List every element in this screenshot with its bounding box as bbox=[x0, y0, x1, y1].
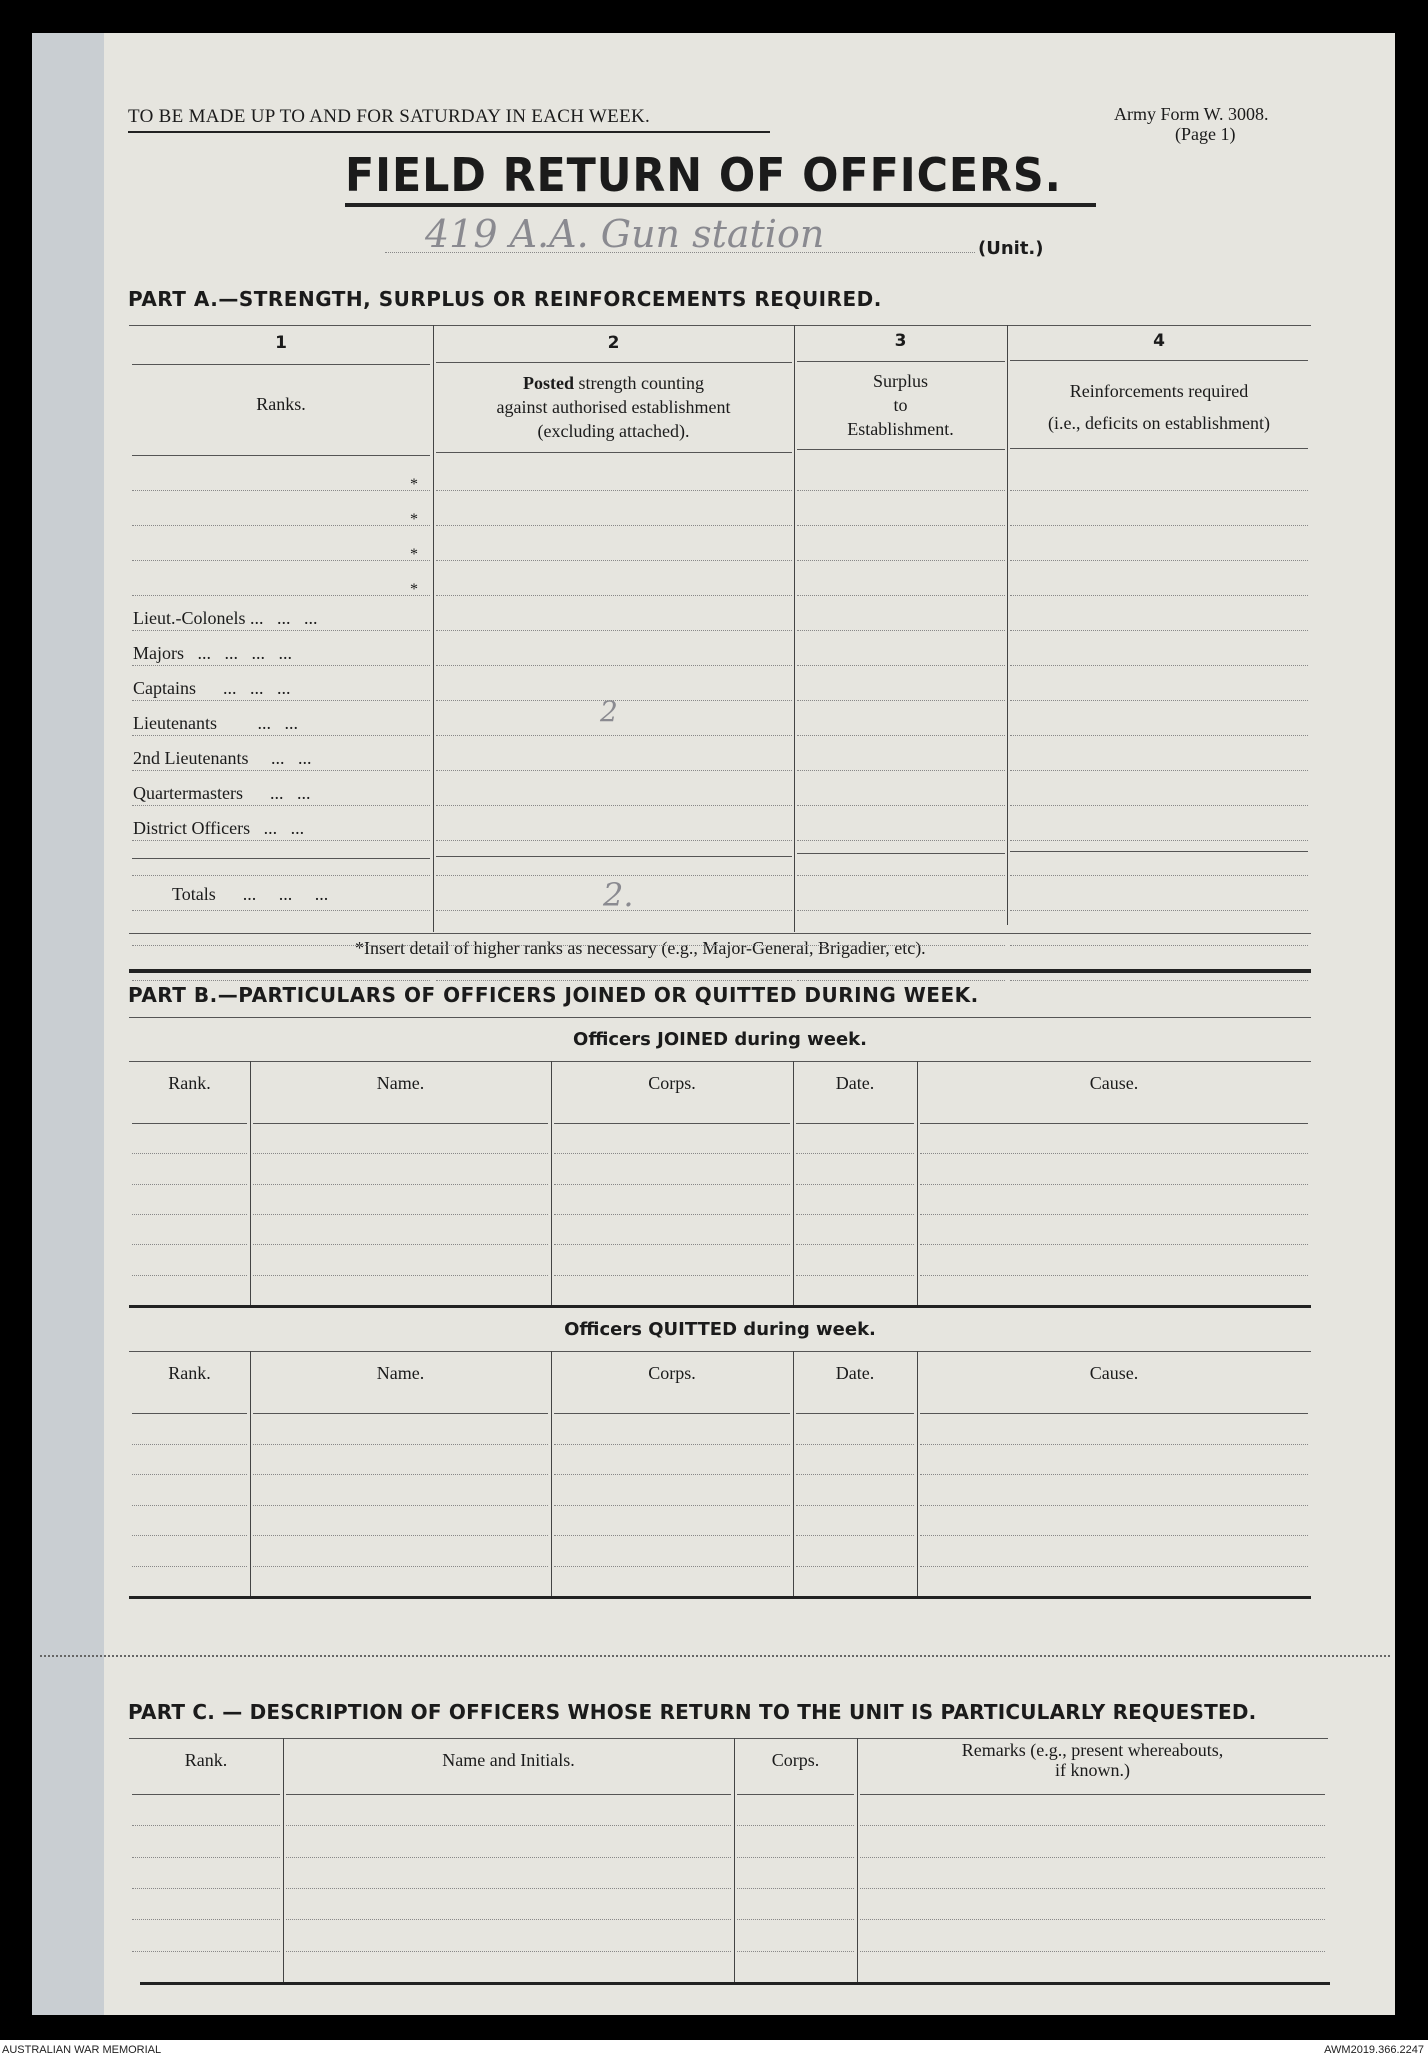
ruled-line bbox=[132, 840, 430, 841]
ruled-line bbox=[797, 980, 1005, 981]
footer-credit: AUSTRALIAN WAR MEMORIAL bbox=[2, 2044, 162, 2056]
footnote: *Insert detail of higher ranks as necessary (e.g., Major-General, Brigadier, etc). bbox=[355, 938, 926, 958]
ruled-line bbox=[554, 1505, 790, 1506]
part-b-heading: PART B.—PARTICULARS OF OFFICERS JOINED OR QUITTED DURING WEEK. bbox=[128, 983, 979, 1007]
column-divider bbox=[793, 1351, 794, 1596]
ruled-line bbox=[436, 910, 792, 911]
ruled-line bbox=[253, 1244, 548, 1245]
ruled-line bbox=[920, 1444, 1308, 1445]
header-rule bbox=[132, 1123, 247, 1124]
ruled-line bbox=[797, 560, 1005, 561]
ruled-line bbox=[253, 1184, 548, 1185]
ruled-line bbox=[796, 1153, 914, 1154]
ruled-line bbox=[554, 1474, 790, 1475]
column-header: Corps. bbox=[648, 1073, 696, 1093]
ruled-line bbox=[920, 1244, 1308, 1245]
header-rule bbox=[132, 1413, 247, 1414]
ruled-line bbox=[796, 1214, 914, 1215]
header-rule bbox=[796, 1123, 914, 1124]
footer-accession: AWM2019.366.2247 bbox=[1324, 2044, 1424, 2056]
rank-label: Lieutenants ... ... bbox=[133, 713, 298, 733]
ruled-line bbox=[132, 910, 430, 911]
column-divider bbox=[551, 1351, 552, 1596]
reinf-line: Reinforcements required bbox=[1069, 381, 1249, 401]
ruled-line bbox=[797, 490, 1005, 491]
ruled-line bbox=[796, 1444, 914, 1445]
ruled-line bbox=[797, 665, 1005, 666]
ruled-line bbox=[436, 595, 792, 596]
ruled-line bbox=[737, 1825, 854, 1826]
header-rule bbox=[920, 1413, 1308, 1414]
ruled-line bbox=[436, 735, 792, 736]
ruled-line bbox=[554, 1184, 790, 1185]
ruled-line bbox=[797, 840, 1005, 841]
surplus-line: Establishment. bbox=[847, 419, 954, 439]
ruled-line bbox=[132, 1474, 247, 1475]
ruled-line bbox=[1010, 525, 1308, 526]
page-number: (Page 1) bbox=[1175, 124, 1236, 144]
column-header: Rank. bbox=[168, 1073, 211, 1093]
rank-label: Majors ... ... ... ... bbox=[133, 643, 292, 663]
ruled-line bbox=[554, 1444, 790, 1445]
quitted-title: Officers QUITTED during week. bbox=[564, 1319, 876, 1340]
col-number: 1 bbox=[275, 333, 287, 353]
ruled-line bbox=[132, 630, 430, 631]
totals-label: Totals ... ... ... bbox=[172, 884, 329, 904]
unit-handwritten: 419 A.A. Gun station bbox=[425, 212, 825, 256]
ruled-line bbox=[286, 1951, 731, 1952]
header-rule bbox=[737, 1794, 854, 1795]
ruled-line bbox=[132, 1951, 280, 1952]
ruled-line bbox=[132, 875, 430, 876]
ruled-line bbox=[1010, 700, 1308, 701]
ruled-line bbox=[436, 700, 792, 701]
col-number: 2 bbox=[607, 333, 620, 353]
ruled-line bbox=[436, 560, 792, 561]
ruled-line bbox=[253, 1275, 548, 1276]
header-surplus bbox=[794, 369, 1007, 441]
ruled-line bbox=[1010, 980, 1308, 981]
posted-rest: strength counting bbox=[574, 373, 704, 393]
ruled-line bbox=[796, 1244, 914, 1245]
ruled-line bbox=[286, 1825, 731, 1826]
ruled-line bbox=[436, 490, 792, 491]
rank-label: 2nd Lieutenants ... ... bbox=[133, 748, 312, 768]
ruled-line bbox=[436, 945, 792, 946]
ruled-line bbox=[132, 525, 430, 526]
header-rule bbox=[554, 1413, 790, 1414]
ruled-line bbox=[920, 1505, 1308, 1506]
column-header: Rank. bbox=[184, 1750, 228, 1770]
header-ranks: Ranks. bbox=[256, 394, 306, 414]
column-divider bbox=[857, 1738, 858, 1982]
column-header: Name. bbox=[376, 1073, 425, 1093]
header-reinforcements bbox=[1007, 375, 1311, 439]
ruled-line bbox=[132, 945, 430, 946]
ruled-line bbox=[132, 1566, 247, 1567]
ruled-line bbox=[797, 805, 1005, 806]
ruled-line bbox=[796, 1184, 914, 1185]
ruled-line bbox=[132, 1535, 247, 1536]
ruled-line bbox=[797, 875, 1005, 876]
column-divider bbox=[734, 1738, 735, 1982]
column-header: Name. bbox=[376, 1363, 425, 1383]
header-rule bbox=[132, 1794, 280, 1795]
joined-title: Officers JOINED during week. bbox=[573, 1029, 867, 1050]
column-divider bbox=[250, 1061, 251, 1305]
ruled-line bbox=[796, 1505, 914, 1506]
ruled-line bbox=[796, 1566, 914, 1567]
ruled-line bbox=[1010, 945, 1308, 946]
column-divider bbox=[917, 1351, 918, 1596]
ruled-line bbox=[737, 1888, 854, 1889]
ruled-line bbox=[554, 1566, 790, 1567]
ruled-line bbox=[253, 1214, 548, 1215]
ruled-line bbox=[797, 525, 1005, 526]
paper-edge bbox=[32, 33, 104, 2015]
ruled-line bbox=[253, 1535, 548, 1536]
col-number: 3 bbox=[894, 331, 907, 351]
column-divider bbox=[551, 1061, 552, 1305]
ruled-line bbox=[796, 1275, 914, 1276]
ruled-line bbox=[1010, 875, 1308, 876]
ruled-line bbox=[132, 1505, 247, 1506]
column-header: Corps. bbox=[771, 1750, 820, 1770]
ruled-line bbox=[132, 700, 430, 701]
ruled-line bbox=[554, 1153, 790, 1154]
column-header: Rank. bbox=[168, 1363, 211, 1383]
ruled-line bbox=[737, 1857, 854, 1858]
ruled-line bbox=[1010, 770, 1308, 771]
ruled-line bbox=[860, 1919, 1325, 1920]
ruled-line bbox=[132, 1214, 247, 1215]
surplus-line: to bbox=[893, 395, 908, 415]
ruled-line bbox=[132, 595, 430, 596]
ruled-line bbox=[1010, 910, 1308, 911]
ruled-line bbox=[436, 840, 792, 841]
posted-line: against authorised establishment bbox=[496, 397, 731, 417]
ruled-line bbox=[253, 1566, 548, 1567]
column-divider bbox=[793, 1061, 794, 1305]
ruled-line bbox=[920, 1214, 1308, 1215]
ruled-line bbox=[797, 630, 1005, 631]
ruled-line bbox=[737, 1951, 854, 1952]
ruled-line bbox=[797, 910, 1005, 911]
ruled-line bbox=[1010, 735, 1308, 736]
ruled-line bbox=[797, 595, 1005, 596]
ruled-line bbox=[132, 1857, 280, 1858]
ruled-line bbox=[132, 735, 430, 736]
ruled-line bbox=[920, 1275, 1308, 1276]
posted-bold: Posted bbox=[523, 373, 574, 393]
remarks-line: Remarks (e.g., present whereabouts, bbox=[961, 1740, 1224, 1760]
column-header: Name and Initials. bbox=[442, 1750, 575, 1770]
ruled-line bbox=[436, 525, 792, 526]
col-number: 4 bbox=[1153, 331, 1165, 351]
ruled-line bbox=[132, 770, 430, 771]
ruled-line bbox=[1010, 840, 1308, 841]
ruled-line bbox=[554, 1535, 790, 1536]
ruled-line bbox=[132, 1275, 247, 1276]
rank-label: District Officers ... ... bbox=[133, 818, 305, 838]
ruled-line bbox=[132, 805, 430, 806]
ruled-line bbox=[132, 1184, 247, 1185]
ruled-line bbox=[554, 1275, 790, 1276]
header-rule bbox=[286, 1794, 731, 1795]
ruled-line bbox=[253, 1474, 548, 1475]
rank-label: Quartermasters ... ... bbox=[133, 783, 311, 803]
column-header: Corps. bbox=[648, 1363, 696, 1383]
ruled-line bbox=[132, 490, 430, 491]
ruled-line bbox=[1010, 490, 1308, 491]
ruled-line bbox=[920, 1535, 1308, 1536]
header-posted bbox=[433, 371, 794, 443]
column-divider bbox=[917, 1061, 918, 1305]
ruled-line bbox=[797, 945, 1005, 946]
ruled-line bbox=[436, 875, 792, 876]
rank-label: Captains ... ... ... bbox=[133, 678, 291, 698]
ruled-line bbox=[796, 1474, 914, 1475]
part-c-heading: PART C. — DESCRIPTION OF OFFICERS WHOSE RETURN TO THE UNIT IS PARTICULARLY REQUESTED. bbox=[128, 1700, 1257, 1724]
ruled-line bbox=[132, 1825, 280, 1826]
part-a-heading: PART A.—STRENGTH, SURPLUS OR REINFORCEMENTS REQUIRED. bbox=[128, 287, 882, 311]
footer bbox=[0, 2040, 1428, 2061]
totals-posted-value: 2. bbox=[603, 876, 634, 914]
rank-label: Lieut.-Colonels ... ... ... bbox=[133, 608, 318, 628]
ruled-line bbox=[796, 1535, 914, 1536]
ruled-line bbox=[554, 1244, 790, 1245]
ruled-line bbox=[253, 1505, 548, 1506]
header-rule bbox=[860, 1794, 1325, 1795]
header-remarks bbox=[857, 1740, 1328, 1780]
ruled-line bbox=[1010, 805, 1308, 806]
ruled-line bbox=[253, 1444, 548, 1445]
remarks-line: if known.) bbox=[1055, 1760, 1130, 1780]
ruled-line bbox=[860, 1888, 1325, 1889]
ruled-line bbox=[132, 1244, 247, 1245]
column-header: Cause. bbox=[1089, 1363, 1139, 1383]
column-header: Date. bbox=[835, 1073, 875, 1093]
ruled-line bbox=[132, 560, 430, 561]
ruled-line bbox=[920, 1474, 1308, 1475]
header-rule bbox=[253, 1413, 548, 1414]
header-rule bbox=[253, 1123, 548, 1124]
ruled-line bbox=[286, 1888, 731, 1889]
ruled-line bbox=[797, 770, 1005, 771]
ruled-line bbox=[436, 770, 792, 771]
surplus-line: Surplus bbox=[872, 371, 928, 391]
header-rule bbox=[920, 1123, 1308, 1124]
form-number: Army Form W. 3008. bbox=[1114, 104, 1269, 124]
ruled-line bbox=[436, 980, 792, 981]
ruled-line bbox=[132, 1888, 280, 1889]
ruled-line bbox=[860, 1825, 1325, 1826]
column-divider bbox=[250, 1351, 251, 1596]
ruled-line bbox=[436, 805, 792, 806]
ruled-line bbox=[132, 1153, 247, 1154]
ruled-line bbox=[554, 1214, 790, 1215]
ruled-line bbox=[286, 1857, 731, 1858]
reinf-line: (i.e., deficits on establishment) bbox=[1048, 413, 1270, 433]
ruled-line bbox=[920, 1153, 1308, 1154]
header-rule bbox=[554, 1123, 790, 1124]
ruled-line bbox=[132, 665, 430, 666]
unit-label: (Unit.) bbox=[978, 238, 1044, 259]
form-title: FIELD RETURN OF OFFICERS. bbox=[345, 148, 1062, 202]
column-header: Date. bbox=[835, 1363, 875, 1383]
ruled-line bbox=[1010, 595, 1308, 596]
ruled-line bbox=[1010, 665, 1308, 666]
asterisk-marks: * * * * bbox=[410, 476, 418, 598]
ruled-line bbox=[436, 665, 792, 666]
ruled-line bbox=[132, 980, 430, 981]
ruled-line bbox=[286, 1919, 731, 1920]
ruled-line bbox=[132, 1919, 280, 1920]
ruled-line bbox=[1010, 630, 1308, 631]
instruction-text: TO BE MADE UP TO AND FOR SATURDAY IN EACH WEEK. bbox=[128, 106, 651, 127]
header-rule bbox=[796, 1413, 914, 1414]
ruled-line bbox=[253, 1153, 548, 1154]
ruled-line bbox=[737, 1919, 854, 1920]
column-header: Cause. bbox=[1089, 1073, 1139, 1093]
ruled-line bbox=[860, 1951, 1325, 1952]
ruled-line bbox=[132, 1444, 247, 1445]
posted-line: (excluding attached). bbox=[537, 421, 690, 441]
ruled-line bbox=[920, 1566, 1308, 1567]
ruled-line bbox=[797, 700, 1005, 701]
column-divider bbox=[283, 1738, 284, 1982]
lieutenants-posted-value: 2 bbox=[600, 695, 618, 728]
ruled-line bbox=[436, 630, 792, 631]
ruled-line bbox=[860, 1857, 1325, 1858]
ruled-line bbox=[920, 1184, 1308, 1185]
ruled-line bbox=[797, 735, 1005, 736]
ruled-line bbox=[1010, 560, 1308, 561]
